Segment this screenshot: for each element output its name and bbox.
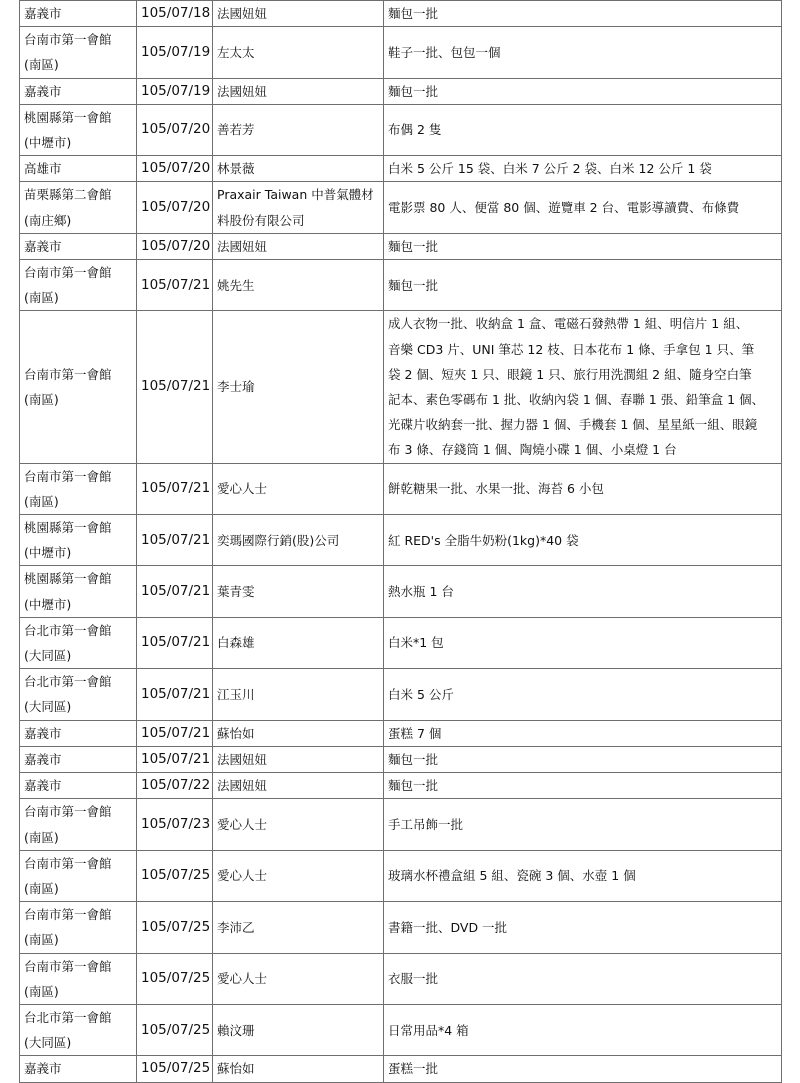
table-row (20, 1, 782, 27)
donor-cell (213, 78, 384, 104)
date-cell (137, 773, 213, 799)
donor-cell (213, 799, 384, 850)
donor-cell (213, 617, 384, 668)
item-cell-line: 玻璃水杯禮盒組 5 組、瓷碗 3 個、水壺 1 個 (388, 868, 636, 884)
table-row (20, 1004, 782, 1055)
location-cell (20, 720, 137, 746)
donor-cell-line: 江玉川 (217, 686, 255, 702)
date-cell (137, 1056, 213, 1082)
location-cell-line: 桃園縣第一會館 (24, 520, 112, 536)
table-row (20, 260, 782, 311)
location-cell-line: 嘉義市 (24, 778, 62, 794)
date-cell (137, 104, 213, 155)
location-cell-line: (南區) (24, 932, 59, 948)
item-cell-line: 麵包一批 (388, 83, 439, 99)
location-cell (20, 1, 137, 27)
location-cell-line: (南區) (24, 983, 59, 999)
location-cell-line: 嘉義市 (24, 1061, 62, 1077)
table-row (20, 566, 782, 617)
item-cell-line: 餅乾糖果一批、水果一批、海苔 6 小包 (388, 481, 604, 497)
donation-table (19, 0, 782, 1083)
donor-cell-line: Praxair Taiwan 中普氣體材 (217, 187, 374, 203)
date-text: 105/07/20 (141, 199, 211, 216)
date-text: 105/07/25 (141, 970, 211, 987)
item-cell (384, 799, 782, 850)
donor-cell (213, 902, 384, 953)
location-cell-line: 台南市第一會館 (24, 265, 112, 281)
donor-cell-line: 李士瑜 (217, 379, 255, 395)
donor-cell (213, 1004, 384, 1055)
location-cell (20, 104, 137, 155)
table-row (20, 311, 782, 463)
location-cell-line: 台南市第一會館 (24, 32, 112, 48)
item-cell-line: 袋 2 個、短夾 1 只、眼鏡 1 只、旅行用洗潤組 2 組、隨身空白筆 (388, 366, 752, 382)
location-cell-line: 台南市第一會館 (24, 855, 112, 871)
date-text: 105/07/23 (141, 815, 211, 832)
location-cell-line: 嘉義市 (24, 751, 62, 767)
donor-cell (213, 850, 384, 901)
date-text: 105/07/21 (141, 531, 211, 548)
item-cell-line: 麵包一批 (388, 277, 439, 293)
donor-cell-line: 蘇怡如 (217, 725, 255, 741)
date-text: 105/07/20 (141, 237, 211, 254)
date-cell (137, 617, 213, 668)
date-cell (137, 720, 213, 746)
date-cell (137, 902, 213, 953)
item-cell (384, 720, 782, 746)
table-row (20, 27, 782, 78)
table-row (20, 78, 782, 104)
item-cell (384, 515, 782, 566)
table-row (20, 746, 782, 772)
donor-cell (213, 1, 384, 27)
date-text: 105/07/20 (141, 160, 211, 177)
donor-cell-line: 法國妞妞 (217, 238, 268, 254)
item-cell-line: 布 3 條、存錢筒 1 個、陶燒小碟 1 個、小桌燈 1 台 (388, 442, 677, 458)
item-cell-line: 麵包一批 (388, 6, 439, 21)
donor-cell (213, 746, 384, 772)
date-text: 105/07/21 (141, 480, 211, 497)
date-text: 105/07/21 (141, 276, 211, 293)
item-cell-line: 衣服一批 (388, 971, 439, 987)
donor-cell (213, 182, 384, 233)
item-cell-line: 光碟片收納套一批、握力器 1 個、手機套 1 個、星星紙一組、眼鏡 (388, 417, 758, 433)
date-cell (137, 27, 213, 78)
donor-cell (213, 260, 384, 311)
location-cell-line: (大同區) (24, 1035, 72, 1051)
donor-cell (213, 953, 384, 1004)
item-cell-line: 書籍一批、DVD 一批 (388, 919, 508, 935)
item-cell-line: 白米 5 公斤 (388, 686, 454, 702)
date-cell (137, 850, 213, 901)
location-cell-line: 台南市第一會館 (24, 907, 112, 923)
donation-table-body (20, 1, 782, 1083)
donor-cell-line: 愛心人士 (217, 481, 268, 497)
donor-cell (213, 773, 384, 799)
date-cell (137, 1, 213, 27)
location-cell-line: 桃園縣第一會館 (24, 109, 112, 125)
date-cell (137, 1004, 213, 1055)
donor-cell-line: 白森雄 (217, 635, 255, 651)
date-cell (137, 233, 213, 259)
donor-cell-line: 法國妞妞 (217, 751, 268, 767)
table-row (20, 1056, 782, 1082)
donor-cell-line: 法國妞妞 (217, 6, 268, 21)
date-cell (137, 953, 213, 1004)
item-cell-line: 日常用品*4 箱 (388, 1022, 469, 1038)
donor-cell (213, 1056, 384, 1082)
item-cell (384, 156, 782, 182)
donor-cell (213, 515, 384, 566)
location-cell (20, 260, 137, 311)
location-cell-line: 台北市第一會館 (24, 1009, 112, 1025)
location-cell (20, 1056, 137, 1082)
table-row (20, 515, 782, 566)
location-cell-line: 嘉義市 (24, 6, 62, 21)
item-cell (384, 617, 782, 668)
location-cell-line: 苗栗縣第二會館 (24, 187, 112, 203)
item-cell-line: 熱水瓶 1 台 (388, 584, 454, 600)
item-cell (384, 27, 782, 78)
donor-cell (213, 27, 384, 78)
donor-cell-line: 奕瑪國際行銷(股)公司 (217, 532, 340, 548)
location-cell-line: 台南市第一會館 (24, 366, 112, 382)
item-cell (384, 669, 782, 720)
date-cell (137, 746, 213, 772)
date-cell (137, 799, 213, 850)
location-cell-line: (中壢市) (24, 596, 72, 612)
donor-cell-line: 法國妞妞 (217, 83, 268, 99)
donor-cell-line: 愛心人士 (217, 816, 268, 832)
table-row (20, 902, 782, 953)
table-row (20, 104, 782, 155)
table-row (20, 617, 782, 668)
donor-cell-line: 蘇怡如 (217, 1061, 255, 1077)
date-cell (137, 182, 213, 233)
date-text: 105/07/21 (141, 634, 211, 651)
location-cell (20, 953, 137, 1004)
item-cell-line: 麵包一批 (388, 778, 439, 794)
table-row (20, 156, 782, 182)
location-cell (20, 850, 137, 901)
date-text: 105/07/19 (141, 82, 211, 99)
table-row (20, 669, 782, 720)
location-cell-line: (南庄鄉) (24, 212, 72, 228)
location-cell (20, 746, 137, 772)
location-cell-line: (南區) (24, 880, 59, 896)
table-row (20, 953, 782, 1004)
date-cell (137, 669, 213, 720)
donor-cell-line: 善若芳 (217, 122, 255, 138)
date-text: 105/07/18 (141, 5, 211, 21)
item-cell (384, 260, 782, 311)
donor-cell-line: 林景薇 (217, 161, 255, 177)
location-cell (20, 156, 137, 182)
date-cell (137, 311, 213, 463)
item-cell (384, 953, 782, 1004)
item-cell-line: 鞋子一批、包包一個 (388, 44, 501, 60)
donor-cell (213, 311, 384, 463)
table-row (20, 799, 782, 850)
item-cell (384, 902, 782, 953)
item-cell-line: 成人衣物一批、收納盒 1 盒、電磁石發熱帶 1 組、明信片 1 組、 (388, 316, 749, 332)
location-cell-line: (大同區) (24, 648, 72, 664)
table-row (20, 720, 782, 746)
location-cell (20, 1004, 137, 1055)
date-cell (137, 515, 213, 566)
location-cell (20, 78, 137, 104)
item-cell-line: 音樂 CD3 片、UNI 筆芯 12 枝、日本花布 1 條、手拿包 1 只、筆 (388, 341, 755, 357)
item-cell (384, 233, 782, 259)
donor-cell (213, 104, 384, 155)
date-cell (137, 156, 213, 182)
location-cell (20, 669, 137, 720)
donor-cell-line: 賴汶珊 (217, 1022, 255, 1038)
location-cell-line: (南區) (24, 829, 59, 845)
donor-cell (213, 669, 384, 720)
location-cell (20, 902, 137, 953)
item-cell (384, 1004, 782, 1055)
donor-cell-line: 愛心人士 (217, 868, 268, 884)
location-cell (20, 27, 137, 78)
date-cell (137, 566, 213, 617)
item-cell (384, 566, 782, 617)
donor-cell-line: 左太太 (217, 44, 255, 60)
date-text: 105/07/25 (141, 1021, 211, 1038)
location-cell (20, 463, 137, 514)
date-text: 105/07/25 (141, 867, 211, 884)
location-cell-line: (南區) (24, 392, 59, 408)
date-text: 105/07/20 (141, 121, 211, 138)
location-cell-line: 台南市第一會館 (24, 804, 112, 820)
location-cell-line: (南區) (24, 290, 59, 306)
location-cell-line: (南區) (24, 57, 59, 73)
donor-cell (213, 720, 384, 746)
location-cell (20, 182, 137, 233)
location-cell-line: (中壢市) (24, 135, 72, 151)
date-text: 105/07/21 (141, 724, 211, 741)
date-cell (137, 260, 213, 311)
item-cell (384, 311, 782, 463)
donor-cell (213, 463, 384, 514)
item-cell (384, 1, 782, 27)
table-row (20, 233, 782, 259)
donor-cell (213, 156, 384, 182)
date-text: 105/07/21 (141, 583, 211, 600)
item-cell-line: 紅 RED's 全脂牛奶粉(1kg)*40 袋 (388, 532, 579, 548)
donor-cell-line: 愛心人士 (217, 971, 268, 987)
date-text: 105/07/21 (141, 750, 211, 767)
location-cell-line: 台南市第一會館 (24, 468, 112, 484)
location-cell-line: 嘉義市 (24, 83, 62, 99)
location-cell-line: 嘉義市 (24, 725, 62, 741)
location-cell-line: 台北市第一會館 (24, 674, 112, 690)
item-cell (384, 463, 782, 514)
date-text: 105/07/25 (141, 1060, 211, 1077)
item-cell (384, 78, 782, 104)
location-cell (20, 773, 137, 799)
item-cell-line: 白米 5 公斤 15 袋、白米 7 公斤 2 袋、白米 12 公斤 1 袋 (388, 161, 712, 177)
location-cell-line: 台北市第一會館 (24, 622, 112, 638)
item-cell-line: 布偶 2 隻 (388, 122, 442, 138)
item-cell (384, 746, 782, 772)
date-text: 105/07/21 (141, 685, 211, 702)
item-cell-line: 麵包一批 (388, 238, 439, 254)
item-cell (384, 1056, 782, 1082)
donor-cell (213, 233, 384, 259)
item-cell-line: 蛋糕一批 (388, 1061, 439, 1077)
item-cell (384, 104, 782, 155)
date-text: 105/07/19 (141, 43, 211, 60)
item-cell-line: 記本、素色零碼布 1 批、收納內袋 1 個、春聯 1 張、鉛筆盒 1 個、 (388, 392, 765, 408)
location-cell (20, 799, 137, 850)
table-row (20, 850, 782, 901)
location-cell-line: 台南市第一會館 (24, 958, 112, 974)
location-cell (20, 617, 137, 668)
item-cell-line: 電影票 80 人、便當 80 個、遊覽車 2 台、電影導讀費、布條費 (388, 200, 740, 216)
item-cell (384, 850, 782, 901)
table-row (20, 773, 782, 799)
donor-cell-line: 法國妞妞 (217, 778, 268, 794)
donor-cell-line: 料股份有限公司 (217, 212, 305, 228)
location-cell-line: 高雄市 (24, 161, 62, 177)
item-cell-line: 麵包一批 (388, 751, 439, 767)
donor-cell-line: 姚先生 (217, 277, 255, 293)
location-cell (20, 566, 137, 617)
date-cell (137, 463, 213, 514)
location-cell-line: 嘉義市 (24, 238, 62, 254)
location-cell-line: (中壢市) (24, 545, 72, 561)
table-row (20, 182, 782, 233)
location-cell-line: 桃園縣第一會館 (24, 571, 112, 587)
date-text: 105/07/21 (141, 378, 211, 395)
date-text: 105/07/22 (141, 777, 211, 794)
donor-cell (213, 566, 384, 617)
item-cell-line: 白米*1 包 (388, 635, 444, 651)
item-cell-line: 蛋糕 7 個 (388, 725, 442, 741)
location-cell (20, 515, 137, 566)
item-cell (384, 773, 782, 799)
date-cell (137, 78, 213, 104)
date-text: 105/07/25 (141, 918, 211, 935)
location-cell (20, 233, 137, 259)
location-cell-line: (南區) (24, 493, 59, 509)
donor-cell-line: 葉青雯 (217, 584, 255, 600)
table-row (20, 463, 782, 514)
item-cell-line: 手工吊飾一批 (388, 816, 464, 832)
location-cell (20, 311, 137, 463)
location-cell-line: (大同區) (24, 699, 72, 715)
item-cell (384, 182, 782, 233)
donor-cell-line: 李沛乙 (217, 919, 255, 935)
